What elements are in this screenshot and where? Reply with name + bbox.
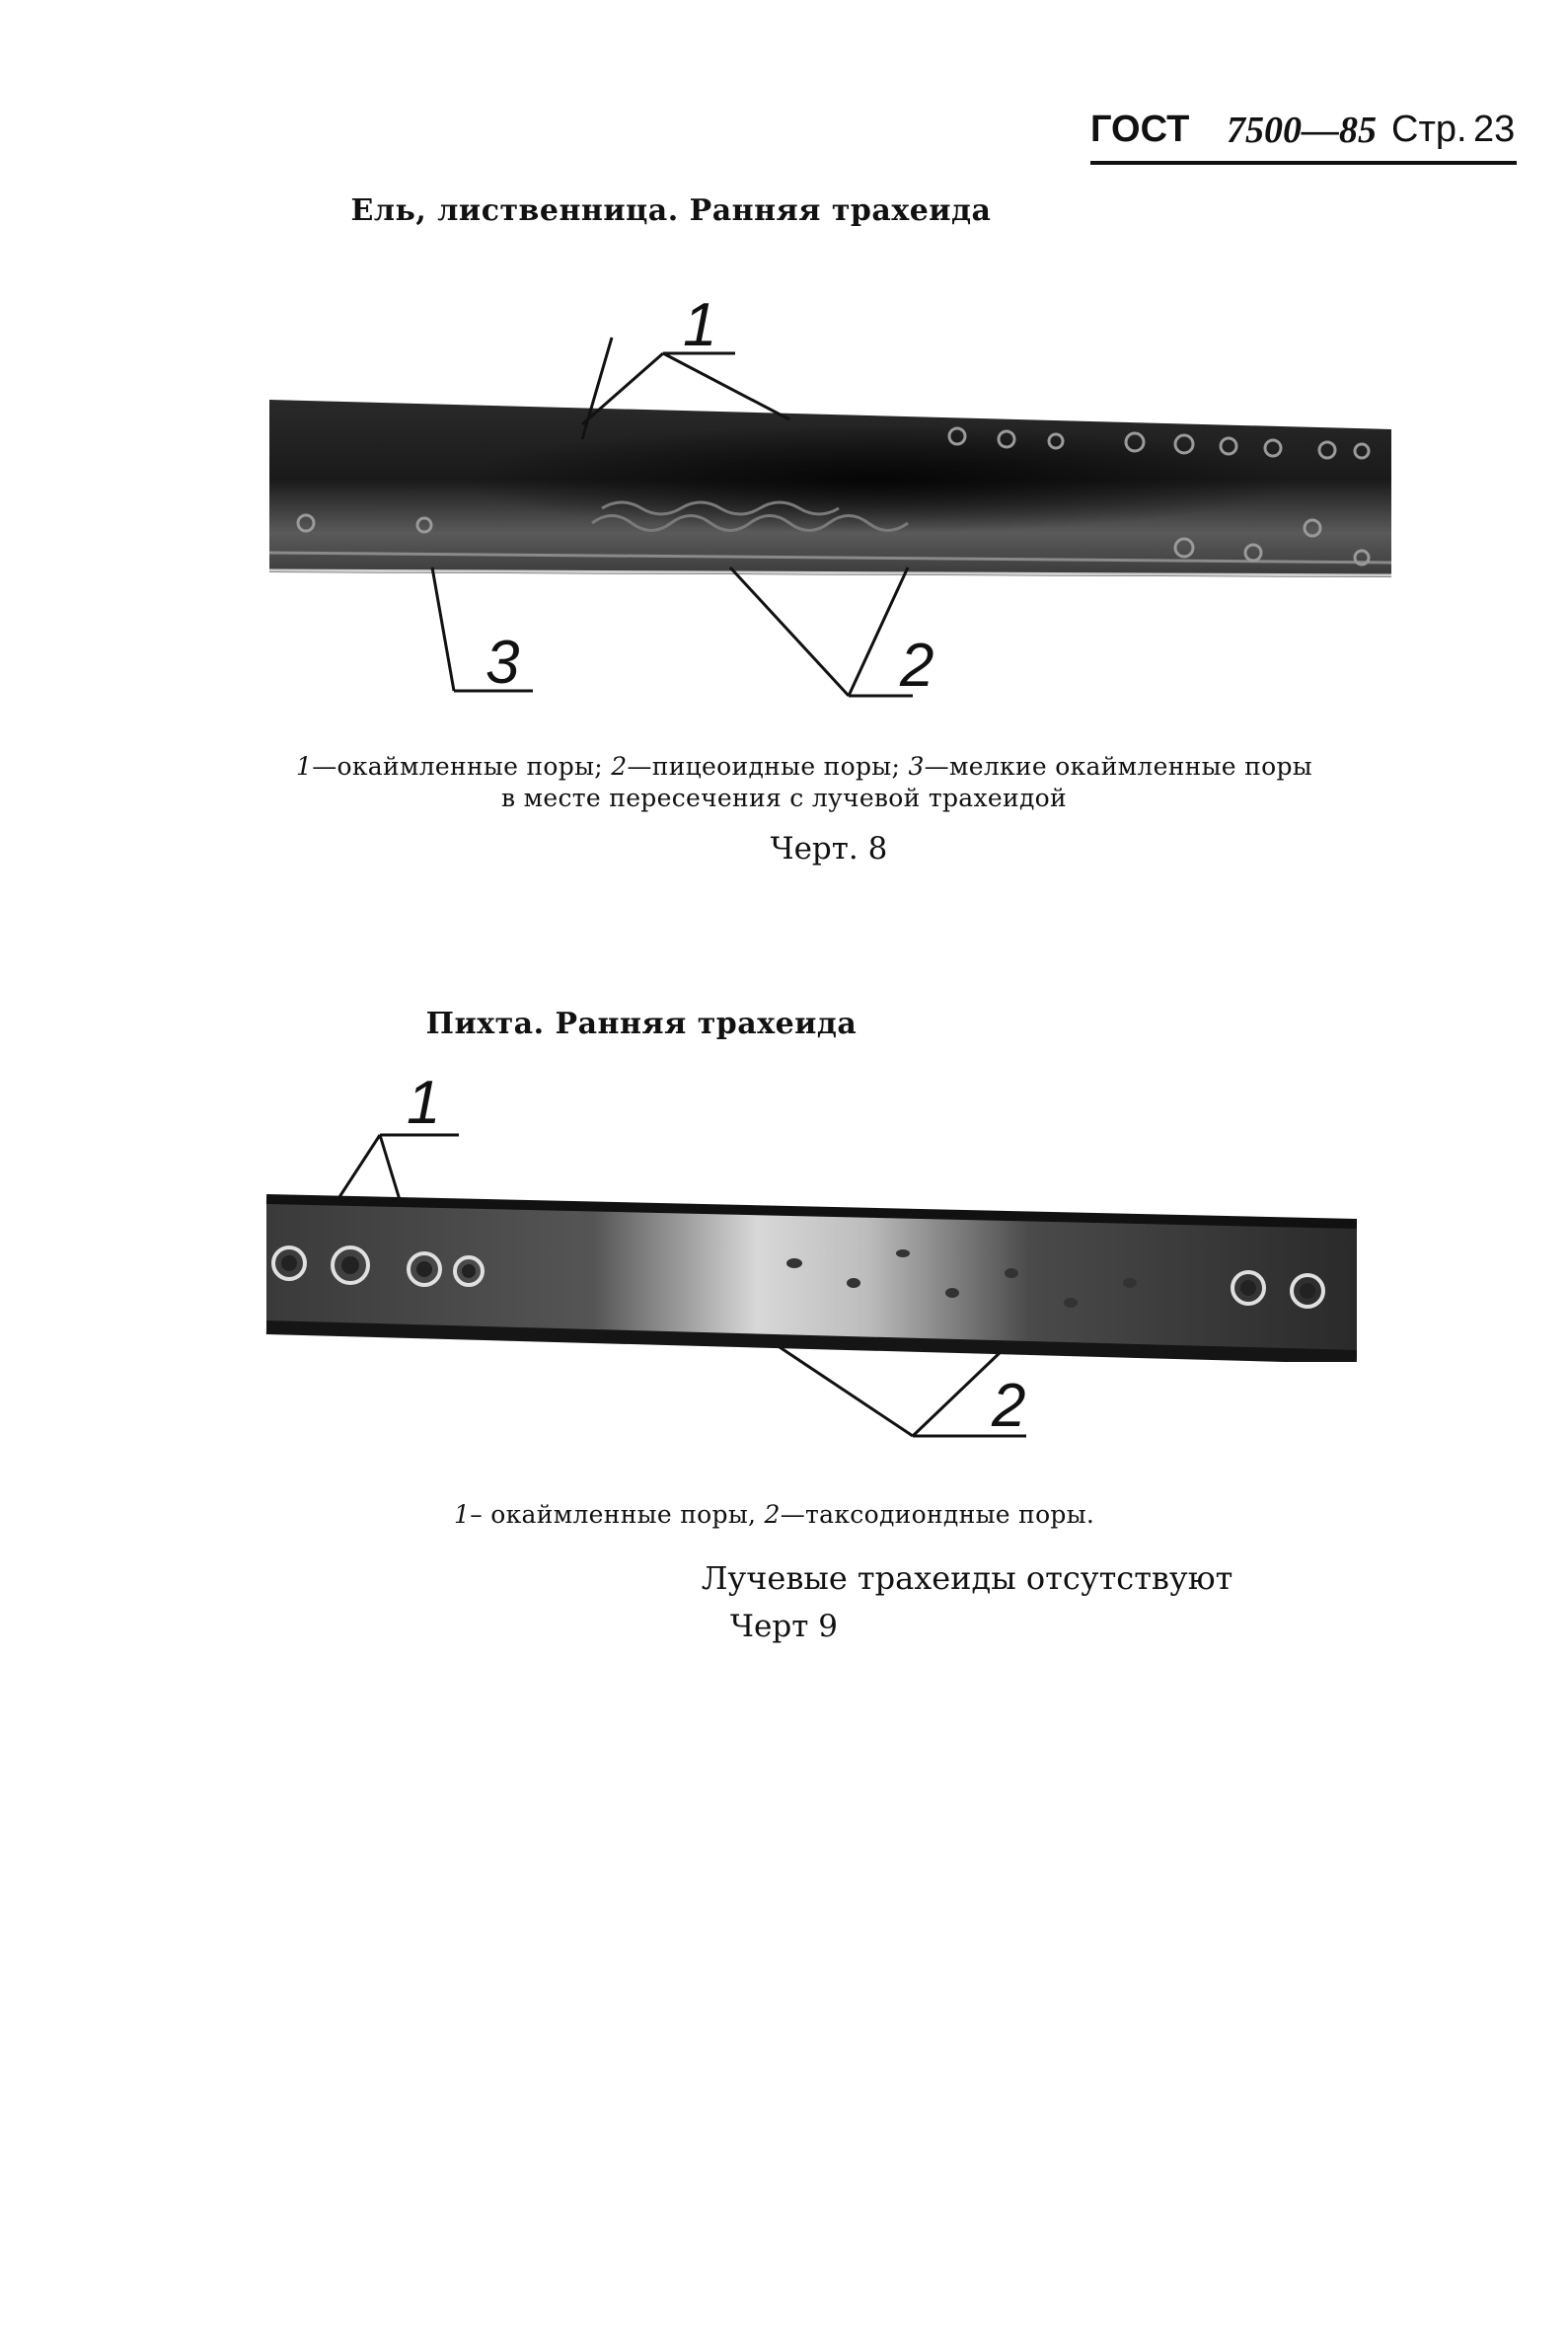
figure9-micrograph — [261, 1194, 1357, 1362]
figure9-label-1: 1 — [407, 1069, 441, 1137]
standard-name: ГОСТ — [1090, 109, 1190, 150]
figure9-title: Пихта. Ранняя трахеида — [425, 1007, 858, 1041]
figure9-legend — [454, 1500, 1094, 1529]
page-label: Стр. — [1391, 109, 1467, 150]
legend-item: 1—окаймленные поры; — [296, 752, 612, 781]
header-rule — [1090, 161, 1517, 165]
figure8-number: Черт. 8 — [770, 831, 888, 867]
figure9-note: Лучевые трахеиды отсутствуют — [701, 1559, 1233, 1597]
standard-number: 7500—85 — [1227, 110, 1377, 151]
figure8-title: Ель, лиственница. Ранняя трахеида — [350, 193, 992, 228]
legend-item: 3—мелкие окаймленные поры — [908, 752, 1312, 781]
figure8-legend-line1 — [296, 752, 1312, 781]
figure9-number: Черт 9 — [730, 1609, 838, 1644]
figure8-label-2: 2 — [900, 632, 934, 700]
legend-item: 2—таксодиондные поры. — [764, 1500, 1095, 1529]
running-header — [1090, 109, 1517, 158]
figure9-label-2: 2 — [992, 1372, 1026, 1440]
figure8-label-3: 3 — [485, 629, 520, 697]
page-number: 23 — [1473, 109, 1516, 150]
figure8-label-1: 1 — [683, 291, 717, 359]
figure8-micrograph — [266, 395, 1391, 582]
legend-item: 2—пицеоидные поры; — [611, 752, 909, 781]
legend-item: 1– окаймленные поры, — [454, 1500, 765, 1529]
figure8-legend-line2: в месте пересечения с лучевой трахеидой — [501, 784, 1067, 812]
